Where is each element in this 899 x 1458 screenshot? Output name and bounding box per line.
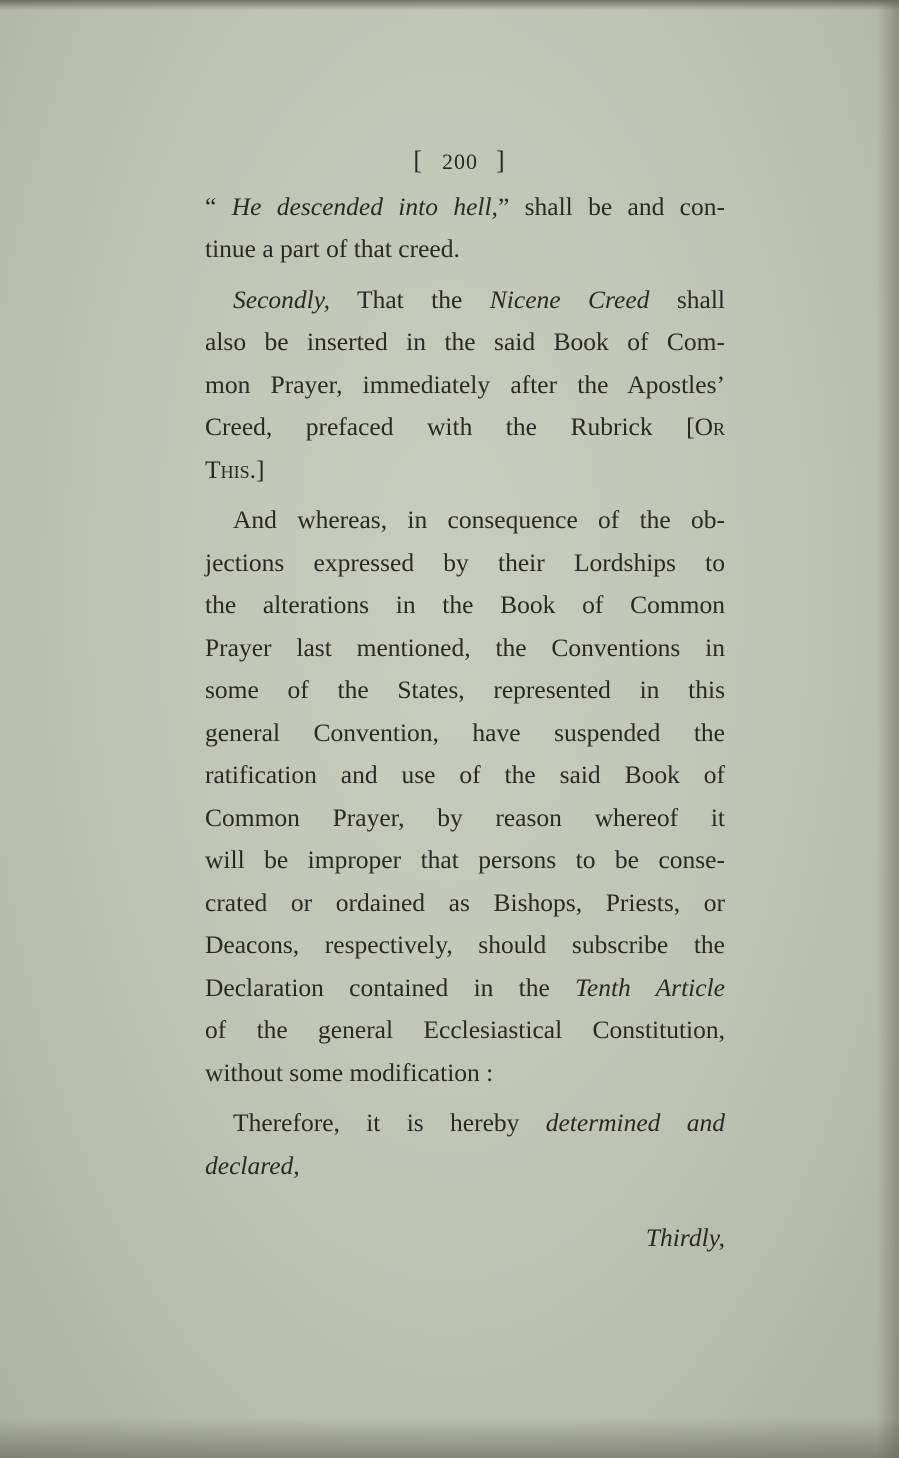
- text-line: tinue a part of that creed.: [205, 234, 460, 263]
- folio-bracket-left: [: [413, 146, 424, 175]
- text-line: Secondly, That the Nicene Creed shall: [233, 284, 726, 314]
- text-line: “ He descended into hell,” shall be and con-: [205, 191, 725, 221]
- text-line: Creed, prefaced with the Rubrick [Or: [205, 412, 725, 441]
- paragraph-therefore: [205, 1102, 725, 1187]
- text-line: ratification and use of the said Book of: [205, 760, 725, 789]
- text-line: mon Prayer, immediately after the Apostles’: [205, 369, 725, 399]
- text-line: of the general Ecclesiastical Constitution,: [205, 1015, 725, 1044]
- text-line: will be improper that persons to be conse-: [205, 845, 725, 874]
- paragraph-whereas: [205, 499, 725, 1094]
- text-line: the alterations in the Book of Common: [205, 590, 725, 619]
- text-line: Declaration contained in the Tenth Article: [205, 972, 725, 1002]
- text-line: declared,: [205, 1150, 300, 1180]
- text-line: This.]: [205, 454, 265, 484]
- page-number: [205, 140, 725, 184]
- folio-bracket-right: ]: [496, 146, 507, 175]
- paragraph-secondly: [205, 279, 725, 492]
- text-line: Therefore, it is hereby determined and: [233, 1108, 726, 1137]
- text-line: some of the States, represented in this: [205, 675, 725, 704]
- catchword: Thirdly,: [645, 1223, 725, 1252]
- text-line: Prayer last mentioned, the Conventions in: [205, 632, 725, 662]
- text-line: jections expressed by their Lordships to: [205, 547, 725, 577]
- folio-number: 200: [442, 149, 478, 174]
- text-line: without some modification :: [205, 1057, 494, 1087]
- page-top-shadow: [0, 0, 899, 10]
- text-line: also be inserted in the said Book of Com-: [205, 327, 725, 356]
- text-line: general Convention, have suspended the: [205, 717, 725, 747]
- page-bottom-shadow: [0, 1418, 899, 1458]
- page-text: [205, 140, 725, 1260]
- text-line: Common Prayer, by reason whereof it: [205, 802, 725, 832]
- text-line: And whereas, in consequence of the ob-: [233, 505, 725, 534]
- text-line: crated or ordained as Bishops, Priests, or: [205, 887, 725, 917]
- text-line: Deacons, respectively, should subscribe the: [205, 930, 725, 959]
- page-right-shadow: [877, 0, 899, 1458]
